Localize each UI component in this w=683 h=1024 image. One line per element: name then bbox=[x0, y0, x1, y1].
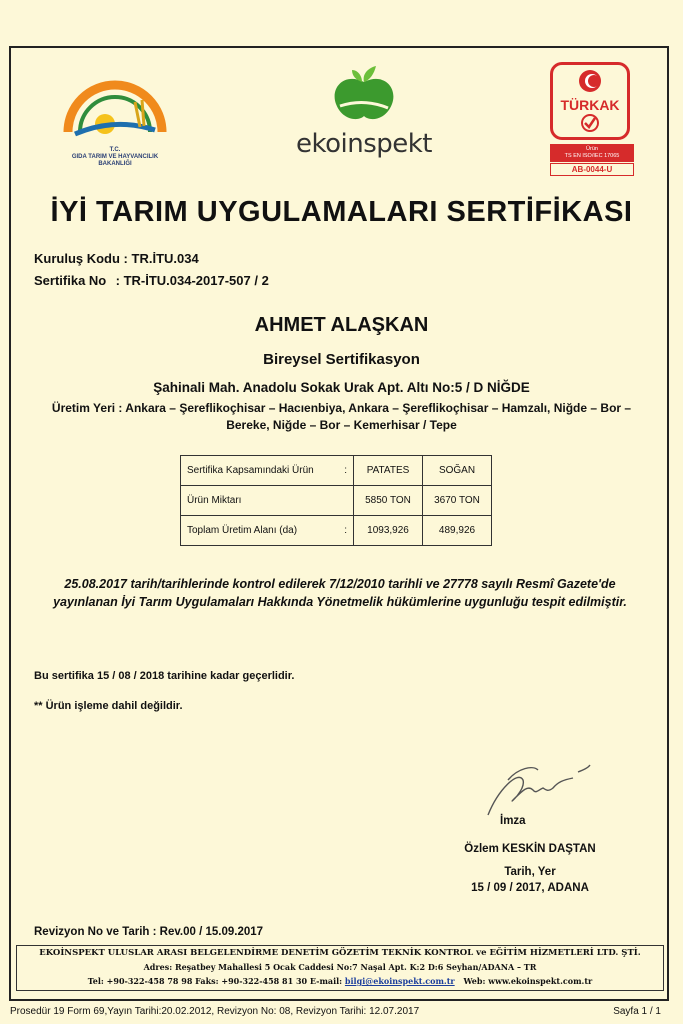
apple-leaf-icon bbox=[324, 64, 404, 124]
footer-box bbox=[16, 945, 664, 991]
row-separator: : bbox=[344, 525, 347, 536]
bottom-line bbox=[10, 1006, 673, 1017]
procedure-info: Prosedür 19 Form 69,Yayın Tarihi:20.02.2012, Revizyon No: 08, Revizyon Tarihi: 12.07.2017 bbox=[10, 1006, 420, 1017]
sertifika-row bbox=[34, 273, 269, 288]
conformity-statement: 25.08.2017 tarih/tarihlerinde kontrol edilerek 7/12/2010 tarihli ve 27778 sayılı Resmî Gazete'de yayınlanan İyi Tarım Uygulamaları Hakkında Yönetmelik hükümlerine uygunluğu tespit edilmiştir. bbox=[53, 577, 627, 609]
cell-quantity-1: 5850 TON bbox=[354, 486, 423, 516]
turkak-logo bbox=[550, 62, 634, 180]
row-label-text: Ürün Miktarı bbox=[187, 495, 242, 506]
row-label-text: Toplam Üretim Alanı (da) bbox=[187, 525, 298, 536]
turkak-standard-1: Ürün bbox=[586, 146, 598, 152]
ministry-emblem-icon bbox=[60, 62, 170, 142]
footer-email-link[interactable]: bilgi@ekoinspekt.com.tr bbox=[344, 976, 455, 986]
kurulus-row bbox=[34, 251, 199, 266]
ministry-logo bbox=[60, 62, 170, 174]
production-site-line-2: Bereke, Niğde – Bor – Kemerhisar / Tepe bbox=[226, 418, 457, 432]
date-place-value: 15 / 09 / 2017, ADANA bbox=[471, 882, 589, 894]
footer-web: Web: www.ekoinspekt.com.tr bbox=[463, 976, 593, 986]
revision-info: Revizyon No ve Tarih : Rev.00 / 15.09.2017 bbox=[34, 926, 264, 938]
holder-address: Şahinali Mah. Anadolu Sokak Urak Apt. Altı No:5 / D NİĞDE bbox=[153, 380, 530, 395]
production-site-line-1: Üretim Yeri : Ankara – Şereflikoçhisar – Hacıenbiya, Ankara – Şereflikoçhisar – Hamzalı, Niğde – Bor – bbox=[51, 401, 632, 415]
turkak-standard-2: TS EN ISO/IEC 17065 bbox=[564, 153, 620, 159]
cell-area-1: 1093,926 bbox=[354, 516, 423, 546]
footer-contacts bbox=[17, 974, 663, 988]
row-separator: : bbox=[344, 465, 347, 476]
table-row bbox=[181, 456, 492, 486]
processing-note: ** Ürün işleme dahil değildir. bbox=[34, 700, 183, 712]
row-label bbox=[181, 516, 354, 546]
crescent-star-icon bbox=[576, 69, 604, 93]
signature-scribble bbox=[478, 760, 598, 820]
turkak-code: AB-0044-U bbox=[550, 163, 634, 176]
kurulus-label: Kuruluş Kodu : bbox=[34, 251, 128, 266]
signature-label: İmza bbox=[500, 815, 526, 827]
certificate-title: İYİ TARIM UYGULAMALARI SERTİFİKASI bbox=[50, 196, 633, 228]
row-label bbox=[181, 486, 354, 516]
table-row bbox=[181, 516, 492, 546]
checkmark-icon bbox=[578, 113, 602, 133]
product-table bbox=[180, 455, 492, 546]
cell-quantity-2: 3670 TON bbox=[423, 486, 492, 516]
cell-product-1: PATATES bbox=[354, 456, 423, 486]
ministry-line-3: BAKANLIĞI bbox=[98, 161, 132, 167]
page-number: Sayfa 1 / 1 bbox=[613, 1006, 661, 1017]
ministry-line-2: GIDA TARIM VE HAYVANCILIK bbox=[71, 154, 159, 160]
turkak-name: TÜRKAK bbox=[560, 97, 620, 113]
table-row bbox=[181, 486, 492, 516]
sertifika-label: Sertifika No bbox=[34, 273, 107, 288]
certification-type: Bireysel Sertifikasyon bbox=[263, 351, 420, 368]
ekoinspekt-wordmark: ekoinspekt bbox=[295, 129, 433, 159]
kurulus-value: TR.İTU.034 bbox=[131, 251, 199, 266]
footer-phone-fax: Tel: +90-322-458 78 98 Faks: +90-322-458 81 30 E-mail: bbox=[87, 976, 343, 986]
validity-text: Bu sertifika 15 / 08 / 2018 tarihine kadar geçerlidir. bbox=[34, 670, 295, 682]
ministry-line-1: T.C. bbox=[109, 147, 121, 153]
ekoinspekt-logo bbox=[294, 64, 434, 168]
date-place-label: Tarih, Yer bbox=[504, 866, 556, 878]
cell-area-2: 489,926 bbox=[423, 516, 492, 546]
footer-address: Adres: Reşatbey Mahallesi 5 Ocak Caddesi No:7 Naşal Apt. K:2 D:6 Seyhan/ADANA – TR bbox=[143, 962, 537, 972]
cell-product-2: SOĞAN bbox=[423, 456, 492, 486]
row-label-text: Sertifika Kapsamındaki Ürün bbox=[187, 465, 314, 476]
footer-company: EKOİNSPEKT ULUSLAR ARASI BELGELENDİRME DENETİM GÖZETİM TEKNİK KONTROL ve EĞİTİM HİZMETLERİ LTD. ŞTİ. bbox=[39, 948, 641, 958]
row-label bbox=[181, 456, 354, 486]
signatory-name: Özlem KESKİN DAŞTAN bbox=[464, 843, 596, 855]
holder-name: AHMET ALAŞKAN bbox=[254, 314, 429, 336]
sertifika-value: : TR-İTU.034-2017-507 / 2 bbox=[115, 273, 269, 288]
